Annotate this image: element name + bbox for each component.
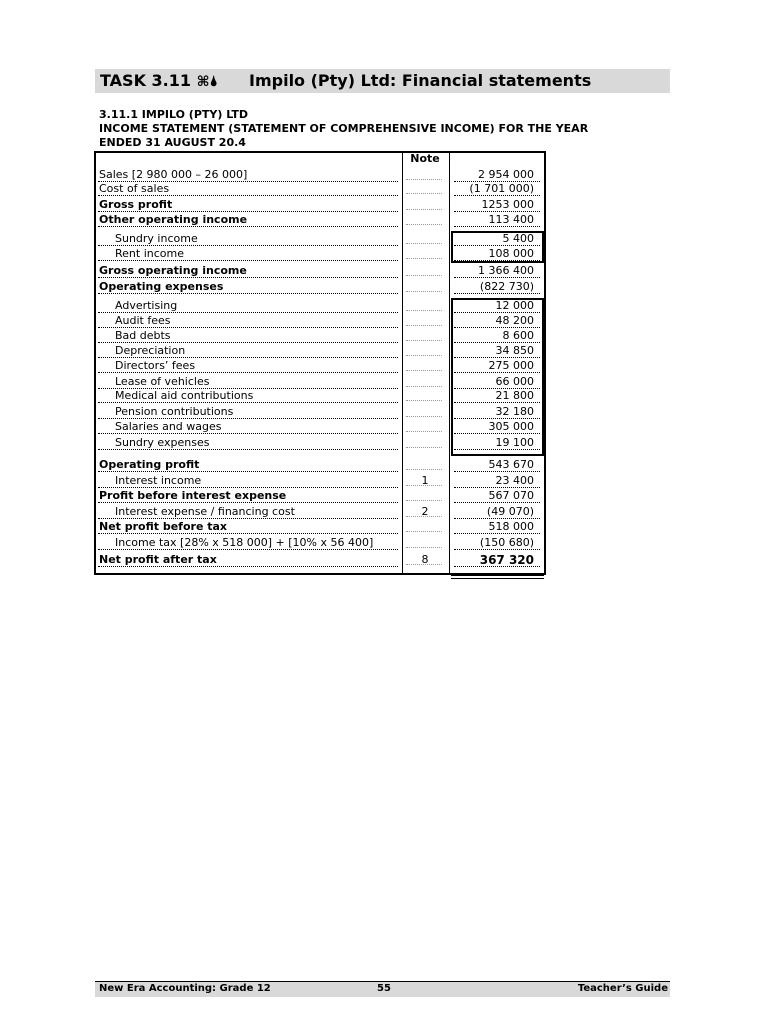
note-dotted-rule xyxy=(406,310,442,311)
row-label: Net profit before tax xyxy=(99,520,228,533)
row-dotted-rule xyxy=(98,260,398,261)
row-label: Audit fees xyxy=(115,314,171,327)
note-dotted-rule xyxy=(406,386,442,387)
table-row xyxy=(94,520,544,534)
row-label: Other operating income xyxy=(99,213,248,226)
table-row xyxy=(94,314,544,328)
row-amount: 108 000 xyxy=(488,247,534,260)
page-footer xyxy=(95,981,670,997)
row-dotted-rule xyxy=(98,549,398,550)
row-label: Directors’ fees xyxy=(115,359,196,372)
note-dotted-rule xyxy=(406,431,442,432)
table-row xyxy=(94,168,544,182)
row-dotted-rule xyxy=(98,195,398,196)
row-label: Interest expense / financing cost xyxy=(115,505,295,518)
table-row xyxy=(94,489,544,503)
row-amount: 8 600 xyxy=(502,329,534,342)
row-dotted-rule xyxy=(98,566,398,567)
note-dotted-rule xyxy=(406,416,442,417)
row-amount: 1253 000 xyxy=(481,198,534,211)
table-row xyxy=(94,213,544,227)
row-amount: 567 070 xyxy=(488,489,534,502)
row-dotted-rule xyxy=(98,418,398,419)
row-label: Sundry income xyxy=(115,232,198,245)
note-dotted-rule xyxy=(406,325,442,326)
row-dotted-rule xyxy=(98,312,398,313)
table-row xyxy=(94,536,544,550)
note-column-header: Note xyxy=(410,152,440,165)
row-amount: (1 701 000) xyxy=(469,182,534,195)
row-dotted-rule xyxy=(98,487,398,488)
row-amount: (822 730) xyxy=(479,280,534,293)
row-dotted-rule xyxy=(98,402,398,403)
section-heading: 3.11.1 IMPILO (PTY) LTD xyxy=(99,108,249,121)
note-dotted-rule xyxy=(406,500,442,501)
row-label: Sundry expenses xyxy=(115,436,210,449)
note-dotted-rule xyxy=(406,547,442,548)
income-statement-table xyxy=(94,151,544,573)
row-note: 8 xyxy=(421,553,429,566)
footer-page-number: 55 xyxy=(377,983,391,994)
row-dotted-rule xyxy=(98,533,398,534)
table-row xyxy=(94,359,544,373)
task-number: TASK 3.11 ⌘🌢 xyxy=(100,71,218,90)
row-label: Bad debts xyxy=(115,329,171,342)
row-label: Cost of sales xyxy=(99,182,170,195)
note-dotted-rule xyxy=(406,469,442,470)
table-row xyxy=(94,280,544,294)
note-dotted-rule xyxy=(406,224,442,225)
table-row xyxy=(94,299,544,313)
table-row xyxy=(94,232,544,246)
table-row xyxy=(94,247,544,261)
row-dotted-rule xyxy=(98,211,398,212)
row-label: Salaries and wages xyxy=(115,420,222,433)
row-dotted-rule xyxy=(98,245,398,246)
task-symbol-icon: ⌘🌢 xyxy=(196,74,218,90)
note-dotted-rule xyxy=(406,258,442,259)
row-amount: 66 000 xyxy=(495,375,534,388)
table-row xyxy=(94,474,544,488)
row-dotted-rule xyxy=(98,277,398,278)
row-label: Gross profit xyxy=(99,198,173,211)
statement-title: INCOME STATEMENT (STATEMENT OF COMPREHENSIVE INCOME) FOR THE YEAR xyxy=(99,122,589,135)
table-row xyxy=(94,182,544,196)
note-dotted-rule xyxy=(406,209,442,210)
row-amount: (49 070) xyxy=(486,505,534,518)
note-dotted-rule xyxy=(406,243,442,244)
row-amount: 2 954 000 xyxy=(478,168,534,181)
note-dotted-rule xyxy=(406,179,442,180)
total-double-underline xyxy=(451,575,544,579)
row-amount: 367 320 xyxy=(479,553,534,567)
note-dotted-rule xyxy=(406,370,442,371)
row-label: Gross operating income xyxy=(99,264,247,277)
note-dotted-rule xyxy=(406,291,442,292)
table-row xyxy=(94,458,544,472)
row-dotted-rule xyxy=(98,327,398,328)
row-dotted-rule xyxy=(98,433,398,434)
table-row xyxy=(94,405,544,419)
footer-guide-label: Teacher’s Guide xyxy=(577,983,668,994)
table-row xyxy=(94,198,544,212)
row-label: Operating profit xyxy=(99,458,200,471)
row-note: 2 xyxy=(421,505,429,518)
row-label: Depreciation xyxy=(115,344,186,357)
row-label: Net profit after tax xyxy=(99,553,217,566)
table-row xyxy=(94,344,544,358)
task-title: Impilo (Pty) Ltd: Financial statements xyxy=(249,71,592,90)
note-dotted-rule xyxy=(406,355,442,356)
row-label: Interest income xyxy=(115,474,202,487)
note-dotted-rule xyxy=(406,400,442,401)
row-amount: 518 000 xyxy=(488,520,534,533)
row-amount: 32 180 xyxy=(495,405,534,418)
note-dotted-rule xyxy=(406,340,442,341)
row-amount: 543 670 xyxy=(488,458,534,471)
table-row xyxy=(94,375,544,389)
task-banner xyxy=(95,69,670,93)
row-amount: (150 680) xyxy=(479,536,534,549)
row-dotted-rule xyxy=(98,372,398,373)
table-row xyxy=(94,329,544,343)
row-dotted-rule xyxy=(98,471,398,472)
row-dotted-rule xyxy=(98,226,398,227)
row-amount: 48 200 xyxy=(495,314,534,327)
row-amount: 5 400 xyxy=(502,232,534,245)
table-row xyxy=(94,389,544,403)
row-label: Lease of vehicles xyxy=(115,375,210,388)
row-amount: 34 850 xyxy=(495,344,534,357)
note-dotted-rule xyxy=(406,275,442,276)
table-row xyxy=(94,553,544,567)
row-amount: 19 100 xyxy=(495,436,534,449)
row-label: Pension contributions xyxy=(115,405,234,418)
note-dotted-rule xyxy=(406,193,442,194)
row-amount: 275 000 xyxy=(488,359,534,372)
row-dotted-rule xyxy=(98,293,398,294)
table-row xyxy=(94,420,544,434)
row-label: Operating expenses xyxy=(99,280,224,293)
row-dotted-rule xyxy=(98,518,398,519)
row-dotted-rule xyxy=(98,449,398,450)
table-row xyxy=(94,264,544,278)
row-amount: 12 000 xyxy=(495,299,534,312)
note-dotted-rule xyxy=(406,447,442,448)
statement-period: ENDED 31 AUGUST 20.4 xyxy=(99,136,246,149)
row-note: 1 xyxy=(421,474,429,487)
row-amount: 1 366 400 xyxy=(478,264,534,277)
row-label: Profit before interest expense xyxy=(99,489,287,502)
row-amount: 21 800 xyxy=(495,389,534,402)
row-label: Medical aid contributions xyxy=(115,389,254,402)
footer-book-title: New Era Accounting: Grade 12 xyxy=(99,983,271,994)
row-dotted-rule xyxy=(98,342,398,343)
note-dotted-rule xyxy=(406,531,442,532)
row-dotted-rule xyxy=(98,357,398,358)
row-label: Sales [2 980 000 – 26 000] xyxy=(99,168,248,181)
row-label: Income tax [28% x 518 000] + [10% x 56 400] xyxy=(115,536,374,549)
table-row xyxy=(94,505,544,519)
row-amount: 23 400 xyxy=(495,474,534,487)
row-amount: 113 400 xyxy=(488,213,534,226)
row-amount: 305 000 xyxy=(488,420,534,433)
table-row xyxy=(94,436,544,450)
row-label: Advertising xyxy=(115,299,178,312)
row-label: Rent income xyxy=(115,247,184,260)
row-dotted-rule xyxy=(98,502,398,503)
